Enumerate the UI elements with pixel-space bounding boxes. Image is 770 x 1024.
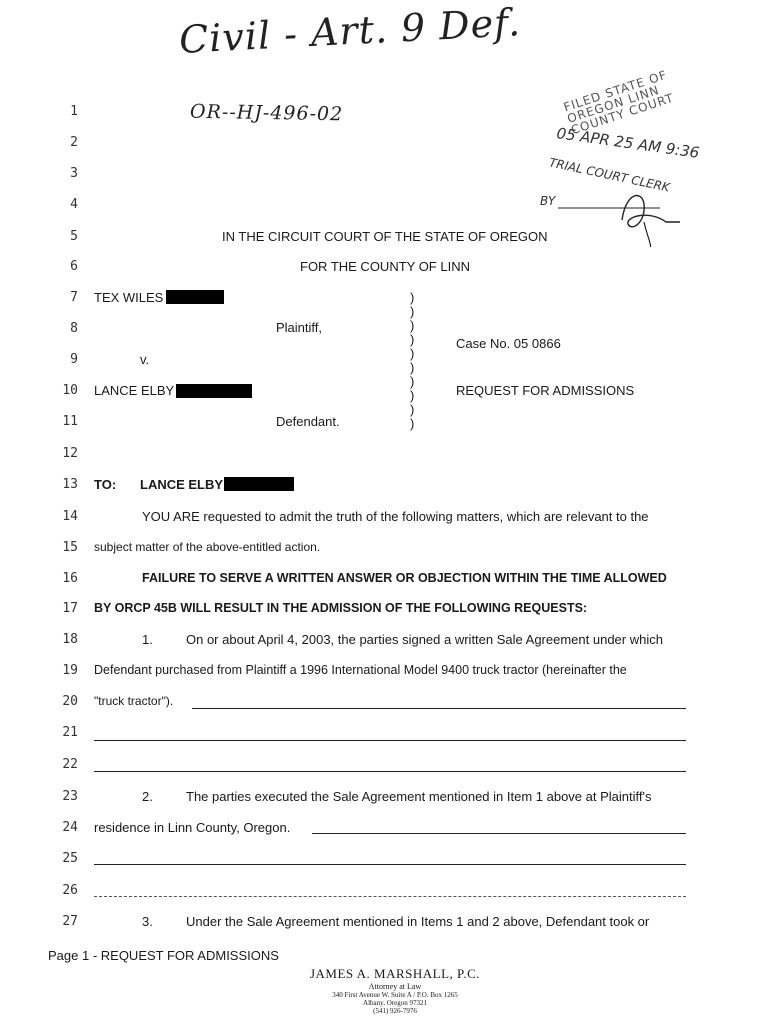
line-number: 23 (62, 789, 78, 804)
stamp-date: 05 APR 25 AM 9:36 (555, 124, 701, 162)
warning-line: BY ORCP 45B WILL RESULT IN THE ADMISSION OF THE FOLLOWING REQUESTS: (94, 601, 588, 615)
item-text: Defendant purchased from Plaintiff a 1996 International Model 9400 truck tractor (hereinafter the (94, 663, 627, 677)
firm-name: JAMES A. MARSHALL, P.C. (309, 966, 481, 981)
item-number: 1. (142, 632, 153, 647)
line-number: 18 (62, 632, 78, 647)
stamp-clerk: TRIAL COURT CLERK (547, 155, 671, 195)
line-number: 16 (62, 571, 78, 586)
handwritten-title: Civil - Art. 9 Def. (178, 0, 522, 62)
blank-rule (94, 740, 686, 741)
item-number: 2. (142, 789, 153, 804)
defendant-name: LANCE ELBY (94, 383, 175, 398)
document-title: REQUEST FOR ADMISSIONS (456, 383, 635, 398)
line-number: 3 (70, 166, 78, 181)
line-number: 25 (62, 851, 78, 866)
line-number: 24 (62, 820, 78, 835)
blank-rule (312, 833, 686, 834)
blank-rule (94, 896, 686, 897)
line-number: 4 (70, 197, 78, 212)
court-heading: IN THE CIRCUIT COURT OF THE STATE OF OREGON (222, 229, 548, 244)
paragraph-line: YOU ARE requested to admit the truth of the following matters, which are relevant to the (142, 509, 649, 524)
firm-letterhead (290, 966, 500, 1015)
warning-line: FAILURE TO SERVE A WRITTEN ANSWER OR OBJECTION WITHIN THE TIME ALLOWED (142, 571, 667, 585)
item-number: 3. (142, 914, 153, 929)
line-number: 27 (62, 914, 78, 929)
plaintiff-label: Plaintiff, (276, 320, 323, 335)
versus-label: v. (140, 352, 150, 367)
to-name: LANCE ELBY (140, 477, 224, 492)
line-number: 8 (70, 321, 78, 336)
blank-rule (94, 771, 686, 772)
item-text: Under the Sale Agreement mentioned in Items 1 and 2 above, Defendant took or (186, 914, 650, 929)
firm-phone: (541) 926-7976 (373, 1007, 417, 1015)
caption-bracket: ) ) ) ) ) ) ) ) ) ) (410, 290, 415, 431)
firm-subtitle: Attorney at Law (368, 982, 422, 991)
to-label: TO: (94, 477, 117, 492)
line-number: 14 (62, 509, 78, 524)
signature-icon (530, 72, 730, 247)
county-heading: FOR THE COUNTY OF LINN (300, 259, 470, 274)
case-number: Case No. 05 0866 (456, 336, 561, 351)
handwritten-case-ref: OR--HJ-496-02 (189, 100, 344, 126)
line-number: 19 (62, 663, 78, 678)
blank-rule (192, 708, 686, 709)
line-number: 26 (62, 883, 78, 898)
line-number: 12 (62, 446, 78, 461)
blank-rule (94, 864, 686, 865)
redaction-bar (224, 477, 294, 491)
line-number: 13 (62, 477, 78, 492)
item-text: "truck tractor"). (94, 694, 174, 708)
item-text: On or about April 4, 2003, the parties signed a written Sale Agreement under which (186, 632, 663, 647)
line-number: 1 (70, 104, 78, 119)
filing-stamp (530, 67, 730, 242)
line-number: 15 (62, 540, 78, 555)
paragraph-line: subject matter of the above-entitled action. (94, 540, 321, 554)
defendant-label: Defendant. (276, 414, 340, 429)
item-text: The parties executed the Sale Agreement mentioned in Item 1 above at Plaintiff's (186, 789, 652, 804)
line-number: 20 (62, 694, 78, 709)
firm-address: 340 First Avenue W. Suite A / P.O. Box 1265 (332, 991, 458, 999)
line-number: 5 (70, 229, 78, 244)
page-footer: Page 1 - REQUEST FOR ADMISSIONS (48, 948, 279, 963)
line-number: 21 (62, 725, 78, 740)
line-number: 10 (62, 383, 78, 398)
line-number: 22 (62, 757, 78, 772)
line-number: 7 (70, 290, 78, 305)
line-number: 6 (70, 259, 78, 274)
line-number: 11 (62, 414, 78, 429)
plaintiff-name: TEX WILES (94, 290, 164, 305)
firm-city: Albany, Oregon 97321 (363, 999, 427, 1007)
stamp-by: BY (540, 194, 556, 208)
item-text: residence in Linn County, Oregon. (94, 820, 291, 835)
line-number: 9 (70, 352, 78, 367)
line-number: 17 (62, 601, 78, 616)
redaction-bar (176, 384, 252, 398)
line-number: 2 (70, 135, 78, 150)
redaction-bar (166, 290, 224, 304)
stamp-court-text: FILED STATE OF OREGON LINN COUNTY COURT (561, 67, 676, 138)
